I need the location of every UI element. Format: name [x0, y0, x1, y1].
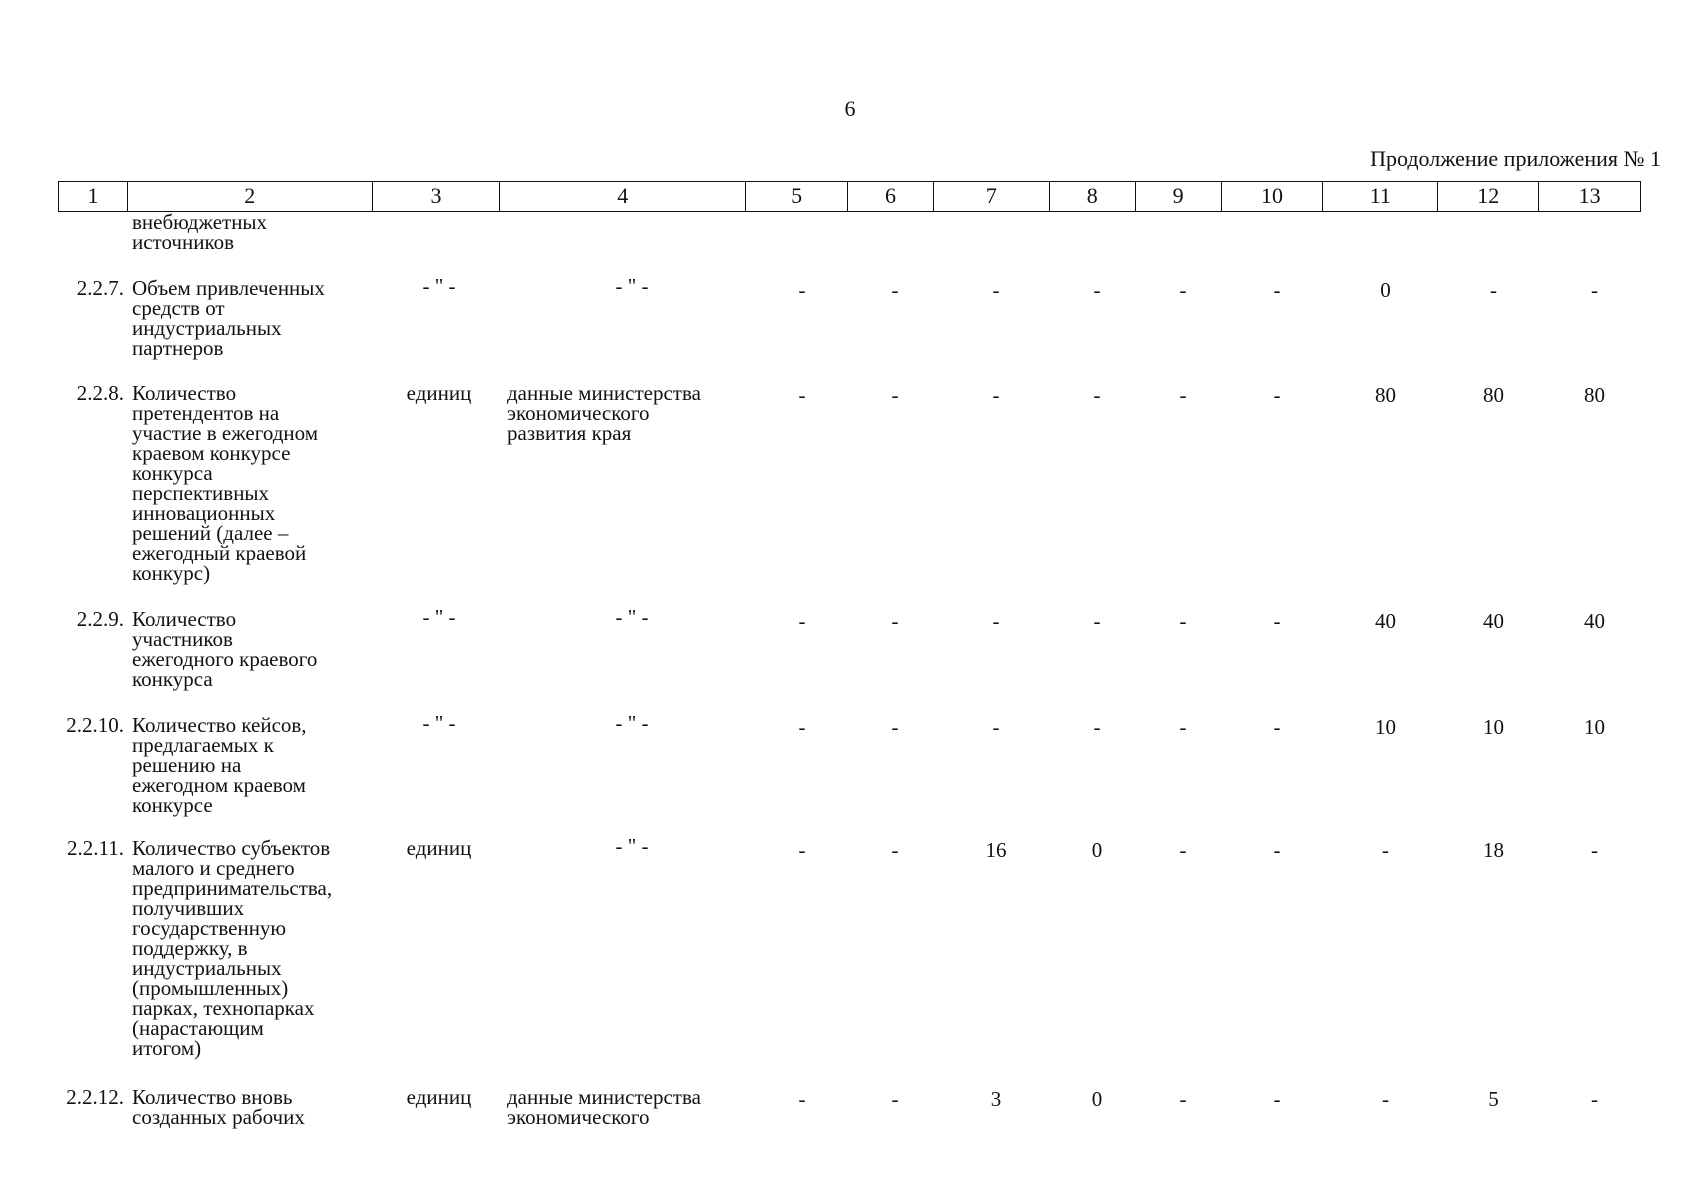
value-col-13: -	[1591, 1087, 1598, 1111]
value-col-6: -	[891, 609, 899, 633]
value-col-13: -	[1591, 278, 1598, 302]
value-col-7: -	[992, 609, 1000, 633]
value-col-8: -	[1093, 609, 1101, 633]
header-col-3: 3	[373, 182, 501, 211]
indicator-name: Количество претендентов на участие в ежегодном краевом конкурсе конкурса перспективных инновационных решений (далее – ежегодный краевой конкурс)	[132, 381, 319, 585]
indicator-name: Количество субъектов малого и среднего предпринимательства, получивших государственную поддержку, в индустриальных (промышленных) парках, технопарках (нарастающим итогом)	[132, 836, 333, 1060]
indicator-name: Количество кейсов, предлагаемых к решению на ежегодном краевом конкурсе	[132, 713, 307, 817]
header-col-10: 10	[1222, 182, 1324, 211]
value-col-9: -	[1179, 838, 1187, 862]
value-col-5: -	[798, 383, 806, 407]
page-number: 6	[844, 96, 856, 121]
value-col-9: -	[1179, 1087, 1187, 1111]
value-col-11: 10	[1375, 715, 1396, 739]
value-col-5: -	[798, 838, 806, 862]
source-cell: данные министерства экономического	[507, 1085, 701, 1129]
value-col-6: -	[891, 1087, 899, 1111]
value-col-10: -	[1273, 609, 1281, 633]
value-col-11: -	[1382, 838, 1389, 862]
value-col-7: 16	[985, 838, 1007, 862]
value-col-10: -	[1273, 383, 1281, 407]
value-col-8: -	[1093, 715, 1101, 739]
value-col-5: -	[798, 278, 806, 302]
value-col-9: -	[1179, 383, 1187, 407]
value-col-10: -	[1273, 838, 1281, 862]
header-col-8: 8	[1050, 182, 1136, 211]
value-col-6: -	[891, 278, 899, 302]
value-col-7: -	[992, 278, 1000, 302]
header-col-2: 2	[128, 182, 373, 211]
row-number: 2.2.12.	[66, 1085, 124, 1109]
header-col-1: 1	[59, 182, 128, 211]
value-col-11: 80	[1375, 383, 1396, 407]
header-col-13: 13	[1578, 183, 1601, 208]
value-col-10: -	[1273, 1087, 1281, 1111]
value-col-8: 0	[1091, 1087, 1103, 1111]
value-col-12: 80	[1483, 383, 1504, 407]
value-col-8: -	[1093, 278, 1101, 302]
unit-cell: - " -	[422, 274, 456, 298]
indicator-name: Количество вновь созданных рабочих	[132, 1085, 305, 1129]
value-col-9: -	[1179, 278, 1187, 302]
row-number: 2.2.9.	[76, 607, 124, 631]
appendix-note: Продолжение приложения № 1	[1370, 146, 1661, 171]
value-col-13: -	[1591, 838, 1598, 862]
value-col-9: -	[1179, 609, 1187, 633]
row-number: 2.2.8.	[76, 381, 124, 405]
value-col-13: 80	[1584, 383, 1605, 407]
value-col-11: -	[1382, 1087, 1389, 1111]
value-col-7: 3	[990, 1087, 1002, 1111]
header-col-5: 5	[746, 182, 848, 211]
value-col-13: 40	[1584, 609, 1605, 633]
value-col-13: 10	[1584, 715, 1605, 739]
value-col-5: -	[798, 1087, 806, 1111]
source-cell: - " -	[615, 834, 649, 858]
value-col-6: -	[891, 383, 899, 407]
value-col-12: -	[1490, 278, 1497, 302]
header-col-7: 7	[934, 182, 1050, 211]
value-col-11: 40	[1375, 609, 1396, 633]
header-col-6: 6	[848, 182, 934, 211]
value-col-12: 18	[1483, 838, 1504, 862]
row-number: 2.2.10.	[66, 713, 124, 737]
source-cell: - " -	[615, 274, 649, 298]
value-col-12: 40	[1483, 609, 1504, 633]
unit-cell: единиц	[406, 381, 472, 405]
value-col-9: -	[1179, 715, 1187, 739]
value-col-11: 0	[1380, 278, 1391, 302]
value-col-6: -	[891, 715, 899, 739]
source-cell: - " -	[615, 605, 649, 629]
source-cell: данные министерства экономического развития края	[507, 381, 701, 445]
unit-cell: единиц	[406, 1085, 472, 1109]
continued-indicator-text: внебюджетных источников	[132, 210, 268, 254]
value-col-8: 0	[1091, 838, 1103, 862]
header-col-4: 4	[500, 182, 746, 211]
unit-cell: - " -	[422, 711, 456, 735]
value-col-8: -	[1093, 383, 1101, 407]
indicator-name: Объем привлеченных средств от индустриальных партнеров	[132, 276, 325, 360]
row-number: 2.2.7.	[76, 276, 124, 300]
source-cell: - " -	[615, 711, 649, 735]
indicator-name: Количество участников ежегодного краевого конкурса	[132, 607, 318, 691]
header-col-9: 9	[1136, 182, 1222, 211]
value-col-5: -	[798, 609, 806, 633]
value-col-10: -	[1273, 278, 1281, 302]
header-col-11: 11	[1323, 182, 1438, 211]
header-col-12: 12	[1438, 182, 1539, 211]
value-col-7: -	[992, 715, 1000, 739]
row-number: 2.2.11.	[67, 836, 124, 860]
unit-cell: единиц	[406, 836, 472, 860]
value-col-7: -	[992, 383, 1000, 407]
unit-cell: - " -	[422, 605, 456, 629]
table-header	[58, 181, 1641, 212]
value-col-12: 10	[1483, 715, 1504, 739]
value-col-5: -	[798, 715, 806, 739]
value-col-10: -	[1273, 715, 1281, 739]
value-col-6: -	[891, 838, 899, 862]
value-col-12: 5	[1488, 1087, 1499, 1111]
